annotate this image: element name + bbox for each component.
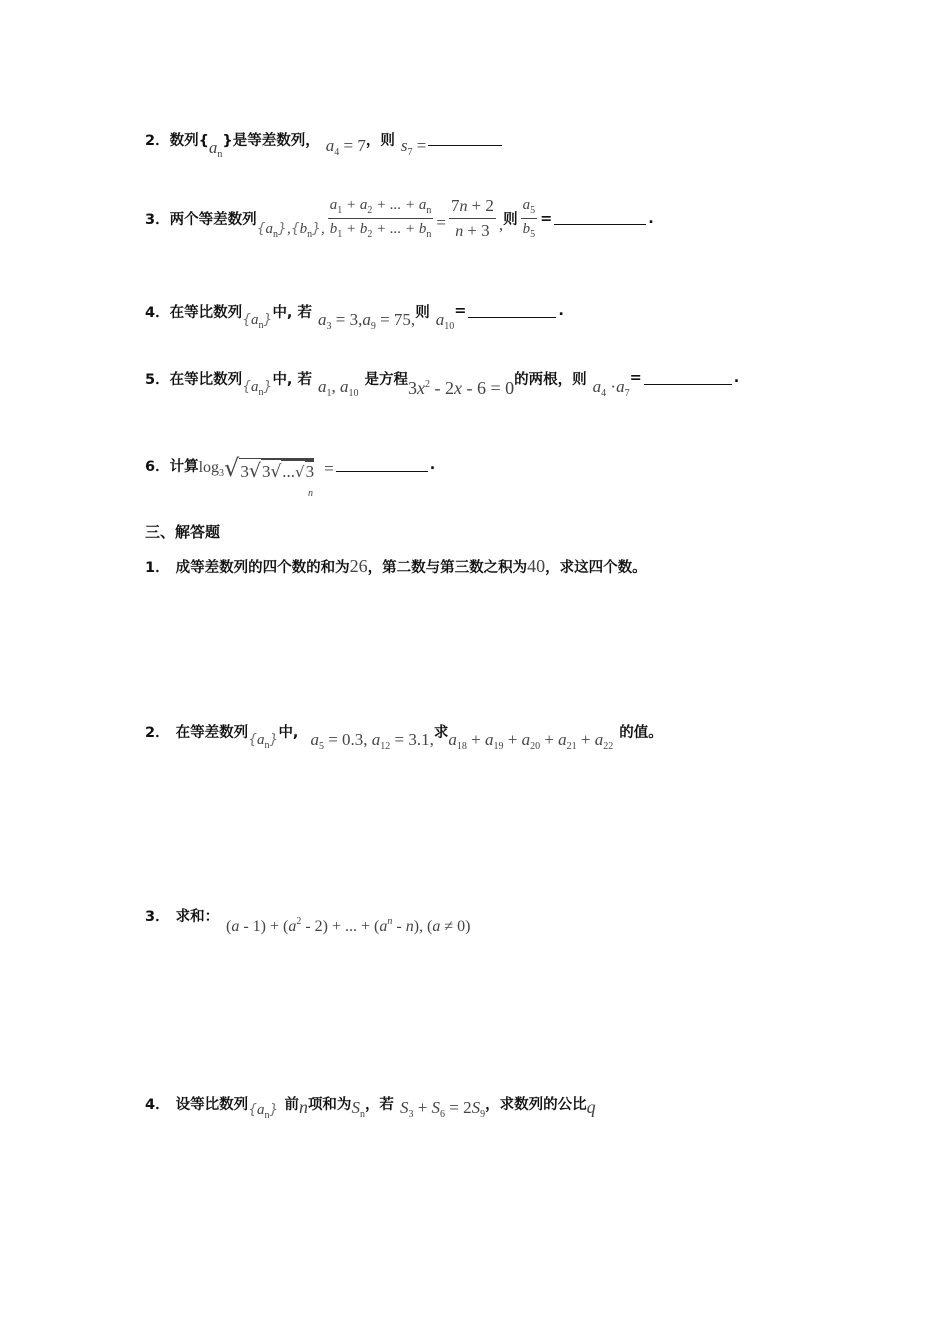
question-text: 求 xyxy=(433,724,449,741)
formula-a1-a10: $a_1$, $a_{10}$ xyxy=(318,377,359,399)
question-text: 中, 若 xyxy=(272,371,312,388)
question-text: ，求数列的公比 xyxy=(485,1096,587,1113)
formula-a10: $a_{10}$ xyxy=(435,310,455,332)
question-text: 中, 若 xyxy=(272,304,312,321)
formula-nested-radicals: √ 3√3√...√3 n xyxy=(224,454,315,499)
formula-n: n xyxy=(298,1096,308,1117)
question-text: 则 xyxy=(503,212,518,228)
question-text: . xyxy=(733,370,740,386)
question-text: ，则 xyxy=(365,132,395,149)
formula-q: q xyxy=(586,1096,596,1117)
answer-blank[interactable] xyxy=(428,133,502,146)
question-number: 4． xyxy=(145,304,170,321)
answer-blank[interactable] xyxy=(644,372,732,385)
question-text: ，若 xyxy=(364,1096,394,1113)
formula-an: $a_n$ xyxy=(208,138,223,160)
answer-question-4 xyxy=(145,1092,596,1121)
question-number: 4． xyxy=(145,1096,170,1113)
formula-ratio-n: $\frac{7n + 2}{n + 3}$ xyxy=(451,196,494,240)
formula-an: $\{a_n\}$ xyxy=(248,1101,279,1121)
formula-s7: $s_7$ = xyxy=(400,136,427,158)
question-number: 2． xyxy=(145,132,170,149)
formula-series-sum: $(a - 1) + (a^2 - 2)$ + ... + $(a^n - n)$, (a ≠ 0) xyxy=(226,916,471,935)
formula-equation: $3x^2 - 2x - 6 = 0$ xyxy=(408,377,515,398)
formula-an: $\{a_n\}$ xyxy=(242,311,273,331)
formula-sn: $S_n$ xyxy=(351,1098,365,1120)
question-text: 的两根，则 xyxy=(514,371,587,388)
formula-an: $\{a_n\}$ xyxy=(242,378,273,398)
question-number: 5． xyxy=(145,371,170,388)
section-title: 三、解答题 xyxy=(145,523,221,541)
answer-question-2 xyxy=(145,720,663,752)
question-number: 3． xyxy=(145,909,170,925)
answer-question-1 xyxy=(145,556,647,577)
question-number: 1． xyxy=(145,560,170,576)
question-text: 成等差数列的四个数的和为 xyxy=(175,560,350,576)
question-text: = xyxy=(454,303,467,319)
formula-sum-terms: $a_{18} + a_{19} + a_{20} + a_{21} + a_{22}$ xyxy=(448,730,614,752)
answer-blank[interactable] xyxy=(554,212,646,225)
question-text: ，第二数与第三数之积为 xyxy=(367,560,528,576)
fill-question-3: 3． 两个等差数列 $\{a_n\},\{b_n\}$, $\frac{a_1 + a_2 + ... + a_n}{b_1 + b_2 + ... + b_n}$ = $\frac{7n + 2}{n + 3}$ , 则 $\frac{a_5}{b_5}$ = . xyxy=(145,196,654,240)
formula-a4-a7: $a_4 \cdot a_7$ xyxy=(592,377,630,399)
fill-question-6: 6． 计算 $\log_3$ √ 3√3√...√3 n = . xyxy=(145,448,435,482)
question-text: 数列{ xyxy=(169,132,209,149)
question-text: 设等比数列 xyxy=(175,1096,249,1113)
formula-an: $\{a_n\}$ xyxy=(248,731,279,751)
question-text: = xyxy=(540,210,553,227)
question-text: = xyxy=(629,370,642,386)
answer-question-3 xyxy=(145,905,219,926)
answer-blank[interactable] xyxy=(468,305,556,318)
question-text: }是等差数列， xyxy=(222,132,320,149)
question-text: 前 xyxy=(284,1096,299,1113)
question-text: 在等比数列 xyxy=(169,304,243,321)
fill-question-4 xyxy=(145,300,564,332)
question-number: 3． xyxy=(145,212,170,228)
formula-s3-s6-s9: $S_3 + S_6 = 2S_9$ xyxy=(399,1098,486,1120)
question-text: 中, xyxy=(278,724,299,741)
question-number: 2． xyxy=(145,724,170,741)
question-text: . xyxy=(648,210,654,227)
question-text: 在等差数列 xyxy=(175,724,249,741)
question-text: 项和为 xyxy=(307,1096,352,1113)
formula-a5-a12: $a_5 = 0.3$, $a_{12} = 3.1$, xyxy=(310,730,434,752)
formula-a3-a9: $a_3 = 3,a_9 = 75$, xyxy=(318,310,416,332)
fill-question-5 xyxy=(145,367,740,399)
question-text: 在等比数列 xyxy=(169,371,243,388)
fill-question-2 xyxy=(145,128,504,160)
question-number: 6． xyxy=(145,458,170,475)
question-text: 计算 xyxy=(169,458,199,475)
question-text: ，求这四个数。 xyxy=(545,560,647,576)
question-text: . xyxy=(429,457,436,473)
question-text: 是方程 xyxy=(364,371,408,388)
formula-ratio-sums: $\frac{a_1 + a_2 + ... + a_n}{b_1 + b_2 + ... + b_n}$ xyxy=(329,197,432,240)
formula-value: 40 xyxy=(527,556,546,576)
formula-sequences: $\{a_n\},\{b_n\}$, xyxy=(256,221,325,240)
formula-value: 26 xyxy=(349,556,368,576)
question-text: 的值。 xyxy=(619,724,663,741)
question-text: 则 xyxy=(415,304,430,321)
formula-log: $\log_3$ xyxy=(198,459,225,479)
answer-blank[interactable] xyxy=(336,459,428,472)
formula-a4: $a_4 = 7$ xyxy=(325,136,366,158)
formula-a5-b5: $\frac{a_5}{b_5}$ xyxy=(522,197,536,240)
question-text: . xyxy=(558,303,564,319)
question-text: 求和： xyxy=(175,909,220,925)
question-text: 两个等差数列 xyxy=(169,212,257,228)
